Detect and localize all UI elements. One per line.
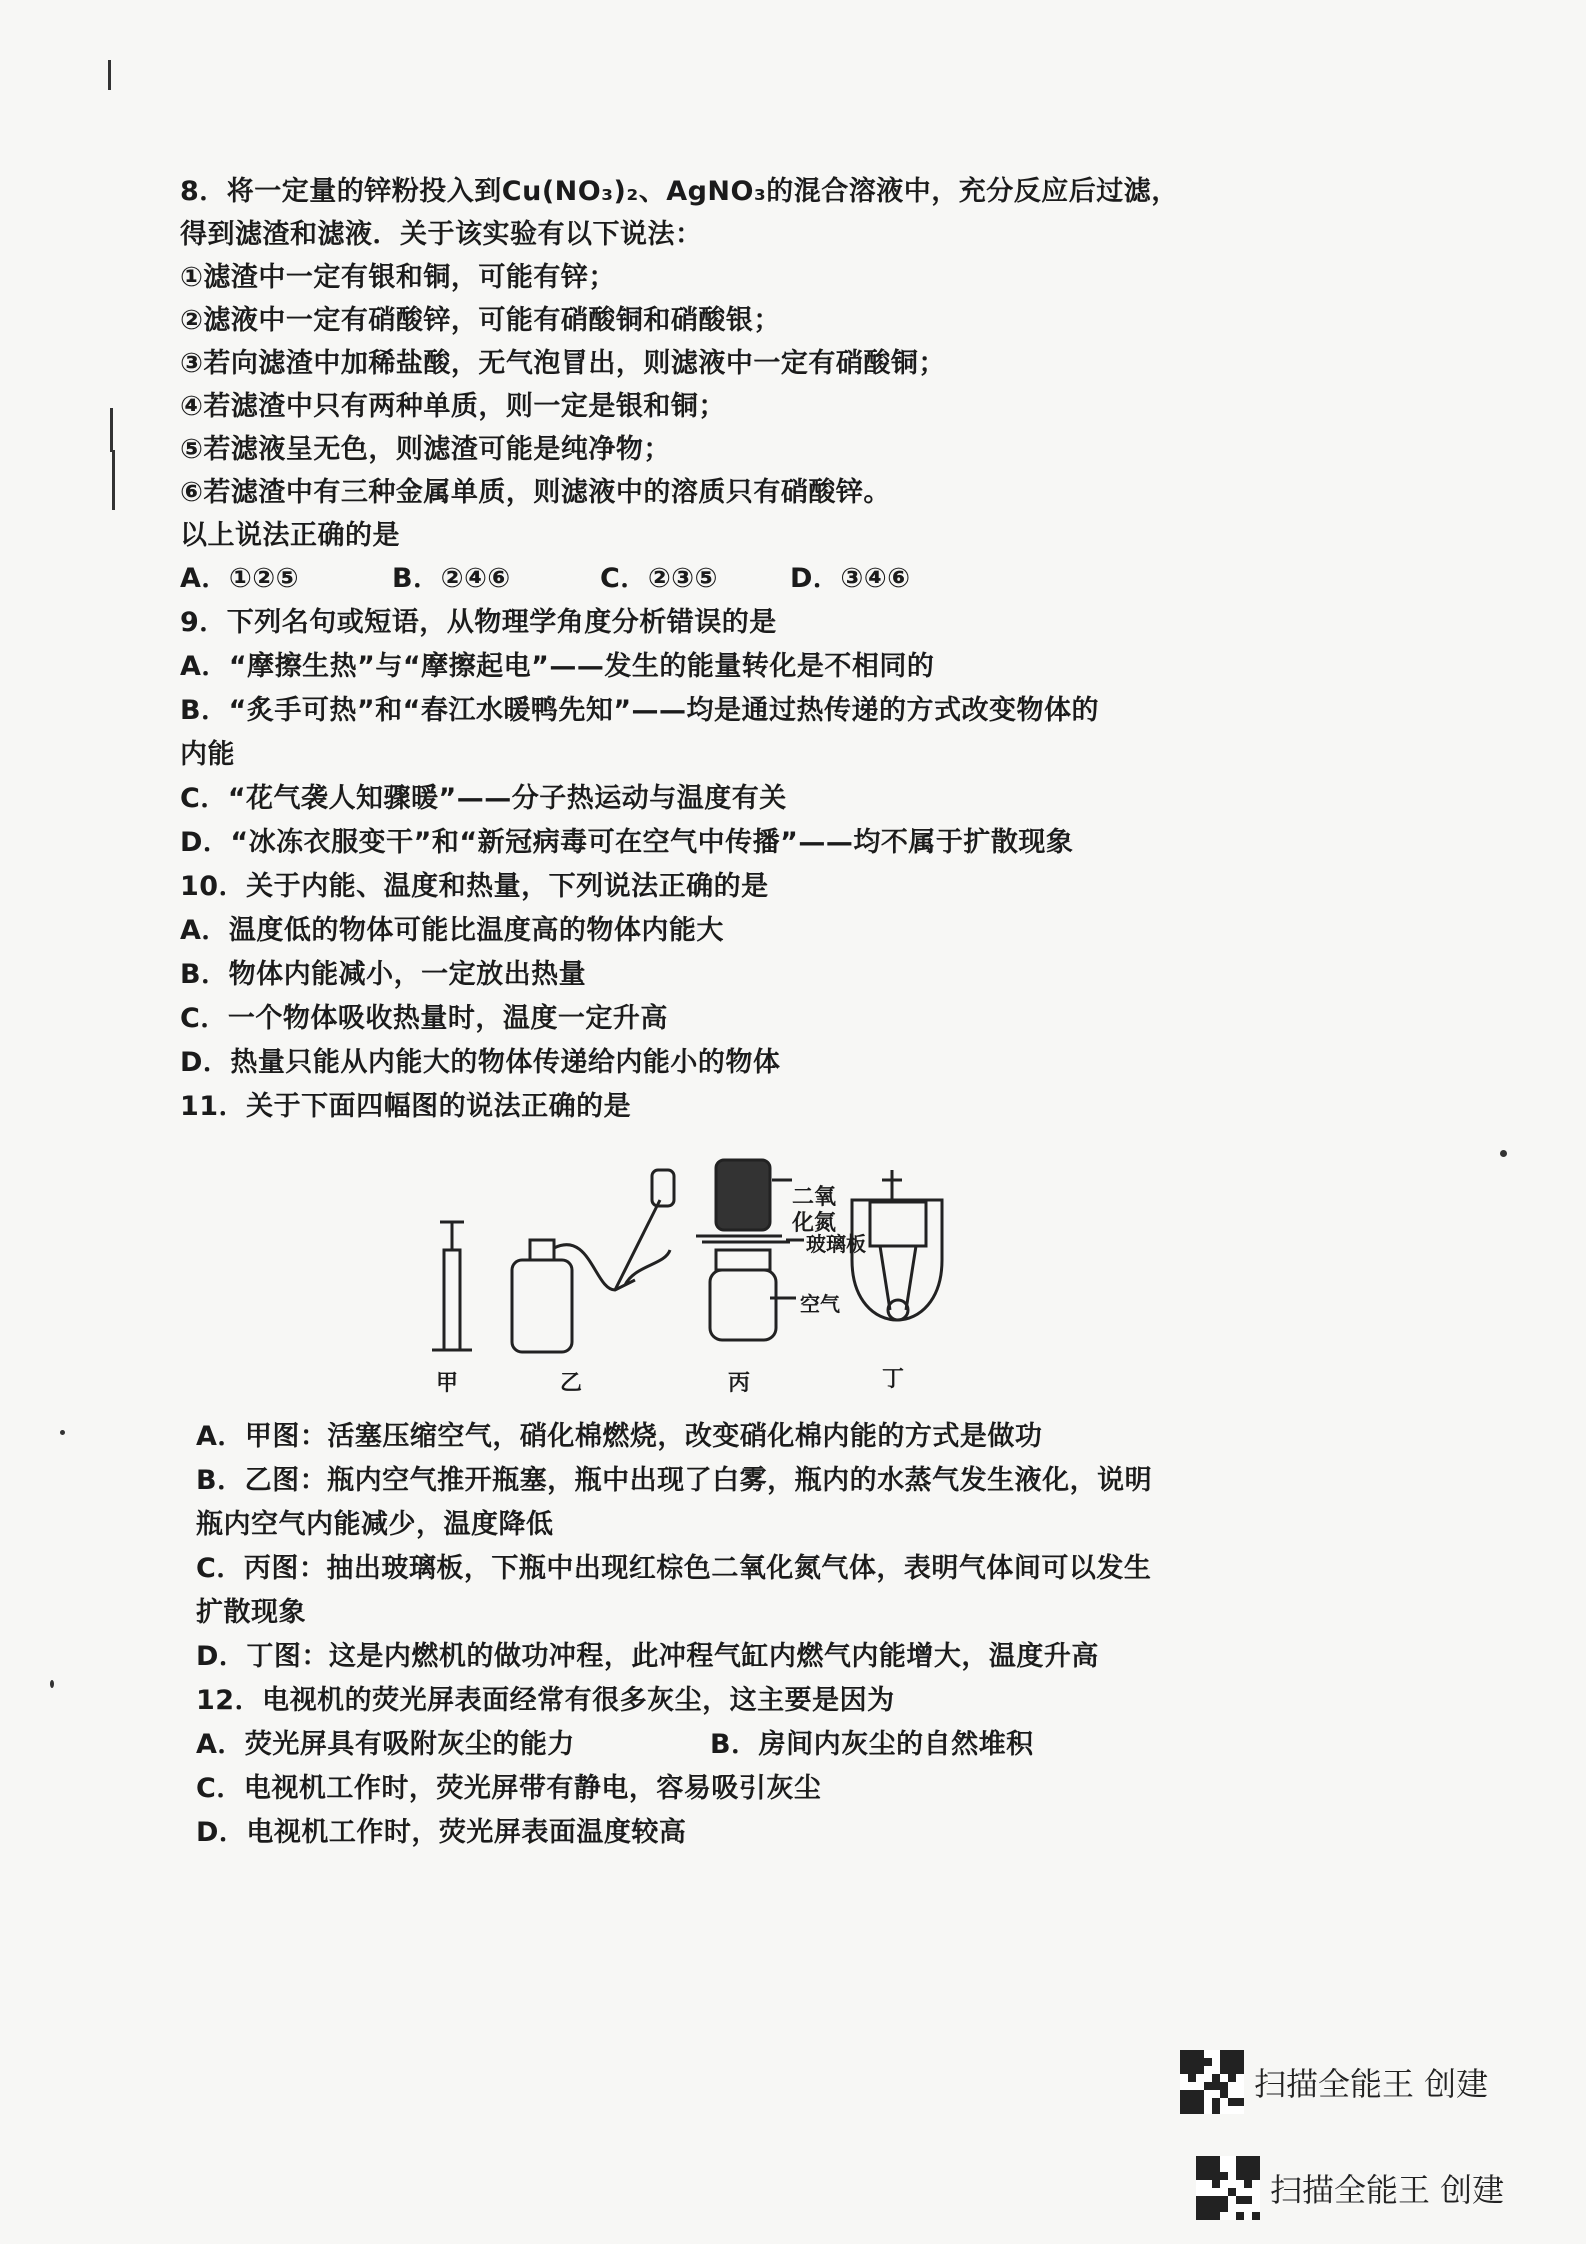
q9-option-b-line1: B．“炙手可热”和“春江水暖鸭先知”——均是通过热传递的方式改变物体的: [180, 695, 1100, 726]
q9-stem: 9．下列名句或短语，从物理学角度分析错误的是: [180, 607, 777, 638]
fig-jia-cylinder: [432, 1222, 472, 1350]
fig-caption-bing: 丙: [728, 1371, 751, 1396]
q8-stem-line2: 得到滤渣和滤液．关于该实验有以下说法：: [180, 219, 703, 250]
q8-option-a: A．①②⑤: [180, 563, 299, 594]
q8-statement-6: ⑥若滤渣中有三种金属单质，则滤液中的溶质只有硝酸锌。: [180, 477, 891, 508]
scan-dot: [50, 1680, 54, 1688]
q10-option-c: C．一个物体吸收热量时，温度一定升高: [180, 1003, 668, 1034]
q8-prompt: 以上说法正确的是: [180, 520, 400, 551]
fig-caption-jia: 甲: [436, 1371, 459, 1396]
q11-option-b-line1: B．乙图：瓶内空气推开瓶塞，瓶中出现了白雾，瓶内的水蒸气发生液化，说明: [196, 1465, 1153, 1496]
q11-figure-drawing: [420, 1140, 980, 1400]
watermark-text-1: 扫描全能王 创建: [1254, 2065, 1489, 2103]
q11-figure: [420, 1140, 980, 1400]
q8-options: [180, 562, 911, 596]
fig-bing-jars: [696, 1160, 804, 1340]
fig-caption-yi: 乙: [560, 1371, 583, 1396]
q11-option-b-line2: 瓶内空气内能减少，温度降低: [196, 1509, 554, 1540]
q8-statement-2: ②滤液中一定有硝酸锌，可能有硝酸铜和硝酸银；: [180, 305, 781, 336]
fig-label-no2-a: 二氧: [792, 1185, 837, 1210]
q8-stem-line1: 8．将一定量的锌粉投入到Cu(NO₃)₂、AgNO₃的混合溶液中，充分反应后过滤，: [180, 176, 1179, 207]
scanner-watermark-1: [1180, 2050, 1488, 2114]
qr-code-icon: [1196, 2156, 1260, 2220]
q12-option-d: D．电视机工作时，荧光屏表面温度较高: [196, 1817, 687, 1848]
q8-statement-5: ⑤若滤液呈无色，则滤渣可能是纯净物；: [180, 434, 671, 465]
q11-option-c-line2: 扩散现象: [196, 1597, 306, 1628]
q9-option-b-line2: 内能: [180, 739, 235, 770]
q10-option-d: D．热量只能从内能大的物体传递给内能小的物体: [180, 1047, 781, 1078]
q9-option-c: C．“花气袭人知骤暖”——分子热运动与温度有关: [180, 783, 787, 814]
q8-statement-1: ①滤渣中一定有银和铜，可能有锌；: [180, 262, 616, 293]
fig-label-air: 空气: [800, 1292, 840, 1316]
q11-option-d: D．丁图：这是内燃机的做功冲程，此冲程气缸内燃气内能增大，温度升高: [196, 1641, 1099, 1672]
q8-statement-3: ③若向滤渣中加稀盐酸，无气泡冒出，则滤液中一定有硝酸铜；: [180, 348, 946, 379]
fig-label-no2-b: 化氮: [792, 1211, 837, 1236]
qr-code-icon: [1180, 2050, 1244, 2114]
q8-option-c: C．②③⑤: [600, 563, 718, 594]
q12-stem: 12．电视机的荧光屏表面经常有很多灰尘，这主要是因为: [196, 1685, 895, 1716]
scan-edge-mark: [108, 60, 111, 90]
q9-option-a: A．“摩擦生热”与“摩擦起电”——发生的能量转化是不相同的: [180, 651, 935, 682]
q11-stem: 11．关于下面四幅图的说法正确的是: [180, 1091, 632, 1122]
q11-option-a: A．甲图：活塞压缩空气，硝化棉燃烧，改变硝化棉内能的方式是做功: [196, 1421, 1043, 1452]
watermark-text-2: 扫描全能王 创建: [1270, 2171, 1505, 2209]
q8-statement-4: ④若滤渣中只有两种单质，则一定是银和铜；: [180, 391, 726, 422]
fig-yi-bottle: [512, 1170, 674, 1352]
q12-options-ab: [196, 1728, 1034, 1762]
q9-option-d: D．“冰冻衣服变干”和“新冠病毒可在空气中传播”——均不属于扩散现象: [180, 827, 1074, 858]
scan-dot: [60, 1430, 65, 1435]
q12-option-a: A．荧光屏具有吸附灰尘的能力: [196, 1729, 575, 1760]
q10-stem: 10．关于内能、温度和热量，下列说法正确的是: [180, 871, 769, 902]
q10-option-b: B．物体内能减小，一定放出热量: [180, 959, 587, 990]
fig-label-glass: 玻璃板: [806, 1232, 866, 1256]
scan-dot: [1500, 1150, 1507, 1157]
q12-option-b: B．房间内灰尘的自然堆积: [710, 1729, 1034, 1760]
q10-option-a: A．温度低的物体可能比温度高的物体内能大: [180, 915, 724, 946]
q8-option-d: D．③④⑥: [790, 563, 911, 594]
scan-edge-mark: [110, 408, 113, 452]
q12-option-c: C．电视机工作时，荧光屏带有静电，容易吸引灰尘: [196, 1773, 822, 1804]
scanner-watermark-2: [1196, 2156, 1504, 2220]
fig-caption-ding: 丁: [882, 1367, 905, 1392]
scan-edge-mark: [112, 450, 115, 510]
q11-option-c-line1: C．丙图：抽出玻璃板，下瓶中出现红棕色二氧化氮气体，表明气体间可以发生: [196, 1553, 1152, 1584]
q8-option-b: B．②④⑥: [392, 563, 511, 594]
